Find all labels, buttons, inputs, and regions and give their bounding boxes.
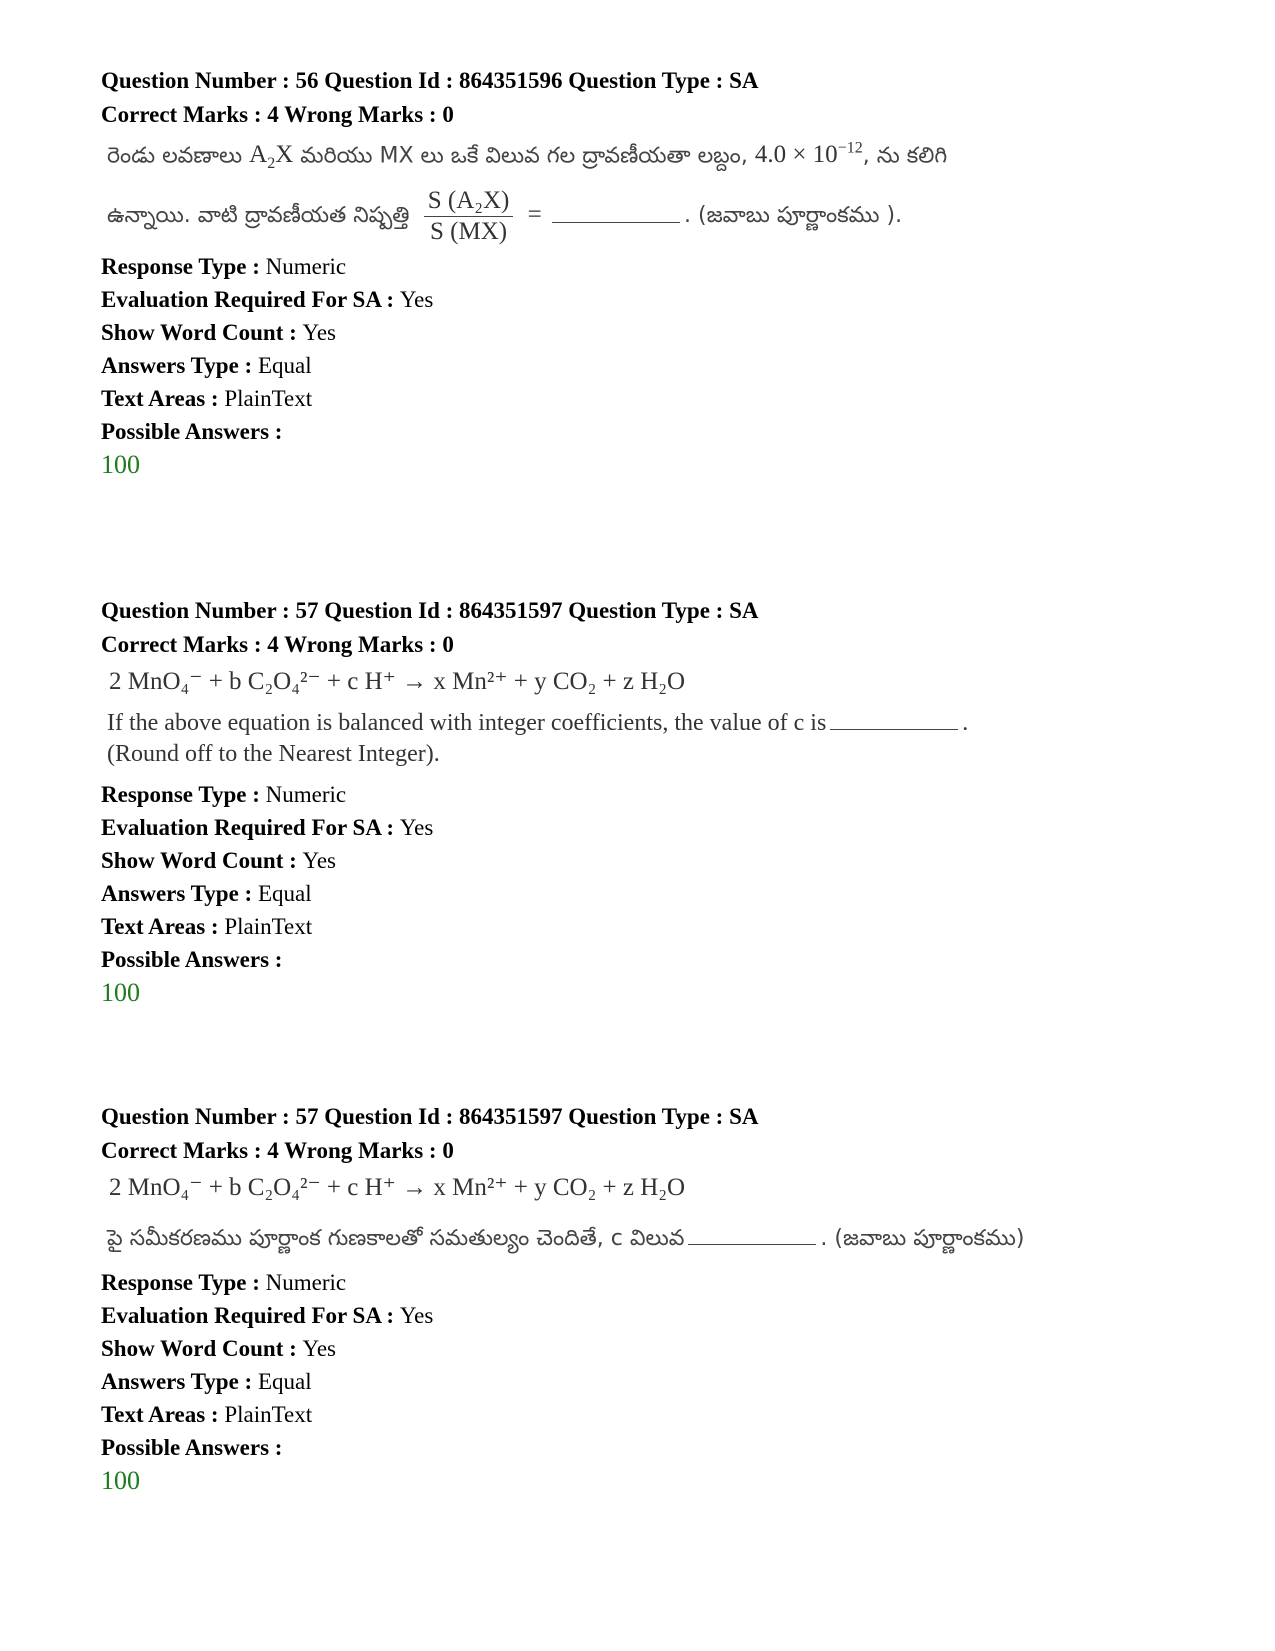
question-text-line-1 (107, 140, 1181, 173)
fraction-denominator: S (MX) (430, 218, 508, 246)
question-56 (101, 64, 1181, 482)
question-text-line-1: If the above equation is balanced with integer coefficients, the value of c is . (107, 710, 969, 736)
formula-a2x: $A_2X$ (249, 141, 294, 173)
answer-blank (830, 711, 958, 730)
question-text: , ను కలిగి (862, 143, 948, 169)
question-header: Question Number : 56 Question Id : 864351596 Question Type : SA (101, 68, 759, 93)
chemical-equation: 2 MnO₄⁻ + b C₂O₄²⁻ + c H⁺ → x Mn²⁺ + y CO₂ + z H₂O (109, 668, 686, 695)
question-text-line-2: (Round off to the Nearest Integer). (107, 741, 440, 767)
answer-blank (552, 204, 680, 223)
question-text: If the above equation is balanced with integer coefficients, the value of c is (107, 710, 827, 736)
meta-list: Response Type : Numeric Evaluation Required For SA : Yes Show Word Count : Yes Answers Type : Equal Text Areas : PlainText Possible Answers : (101, 1270, 434, 1460)
question-marks: Correct Marks : 4 Wrong Marks : 0 (101, 102, 454, 127)
question-text: . (జవాబు పూర్ణాంకము) (820, 1226, 1025, 1251)
question-header: Question Number : 57 Question Id : 864351597 Question Type : SA (101, 598, 759, 623)
question-text-line-1 (107, 1224, 1181, 1256)
meta-list: Response Type : Numeric Evaluation Required For SA : Yes Show Word Count : Yes Answers Type : Equal Text Areas : PlainText Possible Answers : (101, 782, 434, 972)
possible-answer: 100 (101, 978, 140, 1007)
fraction-numerator: S (A₂X) (424, 187, 514, 217)
solubility-ratio-fraction (424, 187, 514, 246)
question-text: . (జవాబు పూర్ణాంకము ). (684, 203, 903, 229)
question-header: Question Number : 57 Question Id : 864351597 Question Type : SA (101, 1104, 759, 1129)
question-text: పై సమీకరణము పూర్ణాంక గుణకాలతో సమతుల్యం చెందితే, c విలువ (107, 1226, 685, 1251)
meta-list: Response Type : Numeric Evaluation Required For SA : Yes Show Word Count : Yes Answers Type : Equal Text Areas : PlainText Possible Answers : (101, 254, 434, 445)
question-text: మరియు MX లు ఒకే విలువ గల ద్రావణీయతా లబ్దం, (293, 143, 755, 169)
question-marks: Correct Marks : 4 Wrong Marks : 0 (101, 1138, 454, 1163)
question-marks: Correct Marks : 4 Wrong Marks : 0 (101, 632, 454, 657)
possible-answer: 100 (101, 450, 140, 480)
question-text: ఉన్నాయి. వాటి ద్రావణీయత నిష్పత్తి (107, 203, 410, 229)
question-text-line-2: ఉన్నాయి. వాటి ద్రావణీయత నిష్పత్తి $\frac{\text{S (A₂X)}}{S (MX)}$ = . (జవాబు పూర్ణాంకము ). (107, 187, 903, 246)
question-57-te (101, 1100, 1181, 1498)
question-text: రెండు లవణాలు (107, 143, 250, 169)
chemical-equation: 2 MnO₄⁻ + b C₂O₄²⁻ + c H⁺ → x Mn²⁺ + y CO₂ + z H₂O (109, 1174, 686, 1201)
question-57-en (101, 594, 1181, 1010)
ksp-value: $4.0 \times 10^{-12}$ (754, 140, 863, 169)
answer-blank (688, 1226, 816, 1245)
possible-answer: 100 (101, 1466, 140, 1495)
